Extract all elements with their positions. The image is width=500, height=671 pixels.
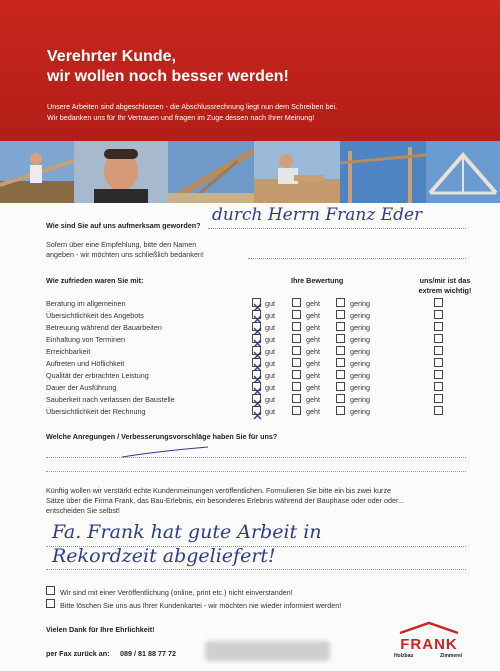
redacted-signature xyxy=(205,641,330,661)
rating-checkbox-gut[interactable] xyxy=(252,346,261,355)
testimonial-instructions xyxy=(46,486,466,516)
rating-option-label: geht xyxy=(306,359,320,368)
no-publication-checkbox[interactable] xyxy=(46,586,55,595)
ratings-column-header: Ihre Bewertung xyxy=(291,276,344,285)
rating-checkbox-gut[interactable] xyxy=(252,382,261,391)
rating-checkbox-gering[interactable] xyxy=(336,334,345,343)
no-publication-label: Wir sind mit einer Veröffentlichung (online, print etc.) nicht einverstanden! xyxy=(60,588,293,597)
rating-option-label: gut xyxy=(265,395,275,404)
rating-checkbox-geht[interactable] xyxy=(292,322,301,331)
thanks-text: Vielen Dank für Ihre Ehrlichkeit! xyxy=(46,625,155,634)
rating-checkbox-gut[interactable] xyxy=(252,322,261,331)
referral-note-1: Sofern über eine Empfehlung, bitte den Namen xyxy=(46,240,197,249)
feedback-form xyxy=(0,203,500,671)
rating-option-label: gering xyxy=(350,311,370,320)
rating-checkbox-geht[interactable] xyxy=(292,310,301,319)
rating-row-label: Übersichtlichkeit der Rechnung xyxy=(46,407,146,416)
fax-number: 089 / 81 88 77 72 xyxy=(120,649,176,658)
importance-checkbox[interactable] xyxy=(434,358,443,367)
rating-option-label: geht xyxy=(306,395,320,404)
rating-checkbox-gut[interactable] xyxy=(252,394,261,403)
delete-from-database-label: Bitte löschen Sie uns aus Ihrer Kundenkartei - wir möchten nie wieder informiert werden! xyxy=(60,601,342,610)
rating-option-label: gering xyxy=(350,299,370,308)
rating-option-label: gut xyxy=(265,335,275,344)
fax-label: per Fax zurück an: xyxy=(46,649,110,658)
rating-checkbox-gut[interactable] xyxy=(252,310,261,319)
page-title xyxy=(47,47,289,87)
photo-roofer xyxy=(0,141,74,203)
suggestions-line-2 xyxy=(46,471,466,472)
rating-option-label: gut xyxy=(265,383,275,392)
rating-row-label: Übersichtlichkeit des Angebots xyxy=(46,311,144,320)
rating-row-label: Sauberkeit nach verlassen der Baustelle xyxy=(46,395,175,404)
rating-option-label: gering xyxy=(350,371,370,380)
referral-answer[interactable]: durch Herrn Franz Eder xyxy=(212,205,423,225)
referral-question: Wie sind Sie auf uns aufmerksam geworden? xyxy=(46,221,201,230)
rating-checkbox-gering[interactable] xyxy=(336,382,345,391)
rating-option-label: geht xyxy=(306,383,320,392)
suggestions-question: Welche Anregungen / Verbesserungsvorschläge haben Sie für uns? xyxy=(46,432,278,441)
rating-checkbox-gering[interactable] xyxy=(336,322,345,331)
rating-checkbox-gut[interactable] xyxy=(252,298,261,307)
logo-sub-right: Zimmerei xyxy=(440,653,463,659)
rating-option-label: geht xyxy=(306,407,320,416)
rating-row-label: Dauer der Ausführung xyxy=(46,383,117,392)
rating-option-label: gering xyxy=(350,407,370,416)
testimonial-handwriting-2[interactable]: Rekordzeit abgeliefert! xyxy=(52,545,276,567)
photo-strip xyxy=(0,141,500,203)
rating-checkbox-gering[interactable] xyxy=(336,298,345,307)
rating-option-label: gering xyxy=(350,383,370,392)
title-line-1: Verehrter Kunde, xyxy=(47,48,176,65)
rating-checkbox-gering[interactable] xyxy=(336,394,345,403)
rating-checkbox-gering[interactable] xyxy=(336,358,345,367)
importance-header-1: uns/mir ist das xyxy=(419,276,471,285)
photo-craftsman-portrait xyxy=(74,141,168,203)
rating-checkbox-gering[interactable] xyxy=(336,370,345,379)
testimonial-text-2: Sätze über die Firma Frank, das Bau-Erlebnis, ein besonderes Erlebnis während der Bauphase oder oder oder... xyxy=(46,496,404,505)
title-line-2: wir wollen noch besser werden! xyxy=(47,68,289,85)
rating-checkbox-gering[interactable] xyxy=(336,346,345,355)
rating-option-label: geht xyxy=(306,311,320,320)
referral-line xyxy=(208,228,466,229)
testimonial-text-3: entscheiden Sie selbst! xyxy=(46,506,120,515)
referral-name-line xyxy=(248,258,466,259)
rating-checkbox-geht[interactable] xyxy=(292,358,301,367)
suggestions-stroke xyxy=(120,445,210,459)
rating-row-label: Qualität der erbrachten Leistung xyxy=(46,371,149,380)
rating-option-label: geht xyxy=(306,335,320,344)
logo-text: FRANK xyxy=(400,636,458,653)
rating-checkbox-gering[interactable] xyxy=(336,310,345,319)
rating-checkbox-geht[interactable] xyxy=(292,334,301,343)
photo-roof-trusses xyxy=(426,141,500,203)
importance-checkbox[interactable] xyxy=(434,382,443,391)
rating-checkbox-gering[interactable] xyxy=(336,406,345,415)
rating-option-label: gering xyxy=(350,347,370,356)
ratings-question: Wie zufrieden waren Sie mit: xyxy=(46,276,144,285)
delete-from-database-checkbox[interactable] xyxy=(46,599,55,608)
importance-checkbox[interactable] xyxy=(434,322,443,331)
importance-checkbox[interactable] xyxy=(434,394,443,403)
importance-header xyxy=(410,276,480,296)
referral-note-2: angeben - wir möchten uns schließlich bedanken! xyxy=(46,250,204,259)
hero-banner xyxy=(0,0,500,141)
rating-option-label: gut xyxy=(265,347,275,356)
rating-checkbox-geht[interactable] xyxy=(292,406,301,415)
rating-checkbox-gut[interactable] xyxy=(252,406,261,415)
rating-row-label: Erreichbarkeit xyxy=(46,347,91,356)
rating-checkbox-geht[interactable] xyxy=(292,298,301,307)
frank-logo xyxy=(390,621,468,659)
rating-option-label: gering xyxy=(350,359,370,368)
rating-option-label: geht xyxy=(306,347,320,356)
intro-line-1: Unsere Arbeiten sind abgeschlossen - die Abschlussrechnung liegt nun dem Schreiben bei. xyxy=(47,102,338,111)
rating-option-label: geht xyxy=(306,323,320,332)
rating-option-label: gut xyxy=(265,359,275,368)
testimonial-line-2 xyxy=(46,569,466,570)
rating-checkbox-geht[interactable] xyxy=(292,346,301,355)
rating-option-label: gut xyxy=(265,407,275,416)
importance-checkbox[interactable] xyxy=(434,310,443,319)
rating-option-label: gering xyxy=(350,395,370,404)
rating-checkbox-gut[interactable] xyxy=(252,334,261,343)
check-mark-icon xyxy=(253,411,262,420)
testimonial-handwriting-1[interactable]: Fa. Frank hat gute Arbeit in xyxy=(52,521,322,543)
rating-checkbox-geht[interactable] xyxy=(292,382,301,391)
rating-checkbox-geht[interactable] xyxy=(292,394,301,403)
testimonial-text-1: Künftig wollen wir verstärkt echte Kundenmeinungen veröffentlichen. Formulieren Sie bitte ein bis zwei kurze xyxy=(46,486,392,495)
importance-checkbox[interactable] xyxy=(434,346,443,355)
rating-row-label: Auftreten und Höflichkeit xyxy=(46,359,125,368)
importance-checkbox[interactable] xyxy=(434,370,443,379)
importance-checkbox[interactable] xyxy=(434,406,443,415)
intro-line-2: Wir bedanken uns für Ihr Vertrauen und fragen im Zuge dessen nach Ihrer Meinung! xyxy=(47,113,315,122)
rating-row-label: Einhaltung von Terminen xyxy=(46,335,125,344)
rating-checkbox-geht[interactable] xyxy=(292,370,301,379)
rating-option-label: gut xyxy=(265,299,275,308)
rating-row-label: Betreuung während der Bauarbeiten xyxy=(46,323,162,332)
suggestions-line-1 xyxy=(46,457,466,458)
rating-option-label: gut xyxy=(265,323,275,332)
rating-option-label: gering xyxy=(350,323,370,332)
rating-option-label: gut xyxy=(265,311,275,320)
logo-sub-left: Holzbau xyxy=(394,653,414,659)
importance-checkbox[interactable] xyxy=(434,298,443,307)
photo-timber-structure xyxy=(340,141,426,203)
rating-checkbox-gut[interactable] xyxy=(252,358,261,367)
importance-checkbox[interactable] xyxy=(434,334,443,343)
photo-carpenter-working xyxy=(254,141,340,203)
importance-header-2: extrem wichtig! xyxy=(418,286,472,295)
rating-row-label: Beratung im allgemeinen xyxy=(46,299,126,308)
photo-roof-frame xyxy=(168,141,254,203)
rating-option-label: gering xyxy=(350,335,370,344)
rating-option-label: geht xyxy=(306,299,320,308)
rating-option-label: geht xyxy=(306,371,320,380)
rating-checkbox-gut[interactable] xyxy=(252,370,261,379)
rating-option-label: gut xyxy=(265,371,275,380)
intro-text xyxy=(47,101,467,123)
